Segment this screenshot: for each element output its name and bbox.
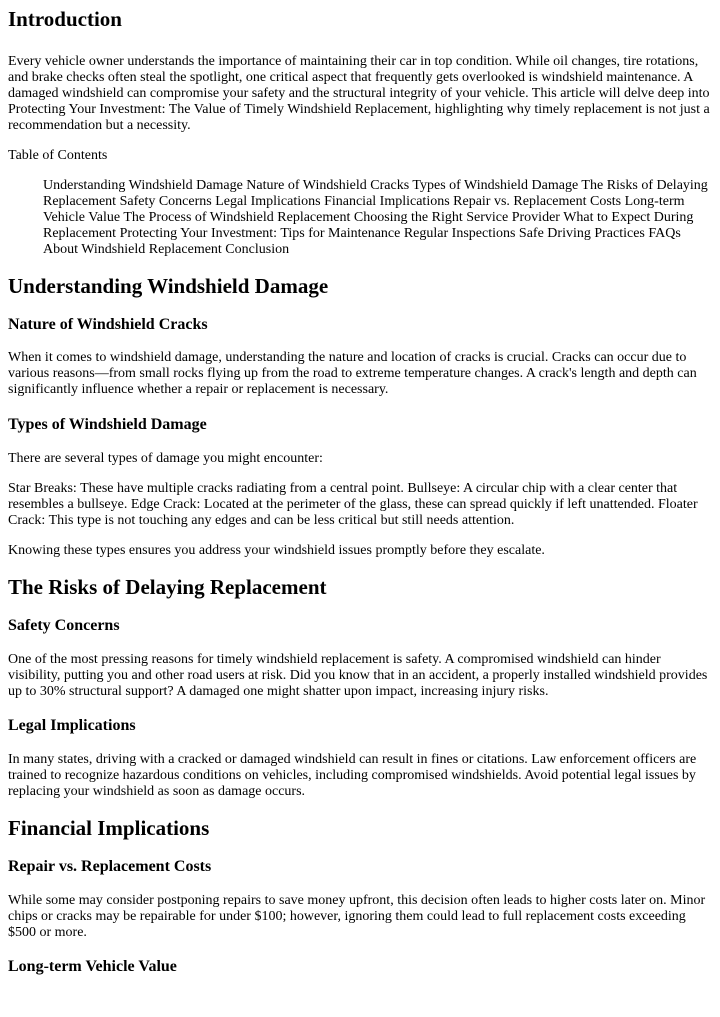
legal-paragraph: In many states, driving with a cracked or damaged windshield can result in fines or citations. Law enforcement officers are trained to recognize hazardous conditions on vehicles, including compromised windshields. Avoid potential legal issues by replacing your windshield as soon as damage occurs.: [8, 752, 697, 799]
heading-risks-of-delaying: The Risks of Delaying Replacement: [8, 575, 327, 599]
types-list: Star Breaks: These have multiple cracks radiating from a central point. Bullseye: A circular chip with a clear center that resembles a bullseye. Edge Crack: Located at the perimeter of the glass, these can spread quickly if left unattended. Floater Crack: This type is not touching any edges and can be less critical but still needs attention.: [8, 481, 698, 528]
heading-nature-of-cracks: Nature of Windshield Cracks: [8, 316, 208, 333]
heading-financial-implications: Financial Implications: [8, 816, 210, 840]
heading-legal-implications: Legal Implications: [8, 717, 136, 734]
heading-repair-vs-replacement: Repair vs. Replacement Costs: [8, 858, 212, 875]
heading-types-of-damage: Types of Windshield Damage: [8, 416, 207, 433]
toc-label: Table of Contents: [8, 148, 108, 163]
intro-paragraph: Every vehicle owner understands the importance of maintaining their car in top condition. While oil changes, tire rotations, and brake checks often steal the spotlight, one critical aspect that frequently gets overlooked is windshield maintenance. A damaged windshield can compromise your safety and the structural integrity of your vehicle. This article will delve deep into Protecting Your Investment: The Value of Timely Windshield Replacement, highlighting why timely replacement is not just a recommendation but a necessity.: [8, 54, 710, 133]
table-of-contents: Understanding Windshield Damage Nature of Windshield Cracks Types of Windshield Damage The Risks of Delaying Replacement Safety Concerns Legal Implications Financial Implications Repair vs. Replacement Costs Long-term Vehicle Value The Process of Windshield Replacement Choosing the Right Service Provider What to Expect During Replacement Protecting Your Investment: Tips for Maintenance Regular Inspections Safe Driving Practices FAQs About Windshield Replacement Conclusion: [43, 178, 708, 257]
types-intro: There are several types of damage you might encounter:: [8, 451, 323, 466]
types-outro: Knowing these types ensures you address your windshield issues promptly before they escalate.: [8, 543, 545, 558]
repair-paragraph: While some may consider postponing repairs to save money upfront, this decision often leads to higher costs later on. Minor chips or cracks may be repairable for under $100; however, ignoring them could lead to full replacement costs exceeding $500 or more.: [8, 893, 706, 940]
safety-paragraph: One of the most pressing reasons for timely windshield replacement is safety. A compromised windshield can hinder visibility, putting you and other road users at risk. Did you know that in an accident, a properly installed windshield provides up to 30% structural support? A damaged one might shatter upon impact, increasing injury risks.: [8, 652, 708, 699]
heading-safety-concerns: Safety Concerns: [8, 617, 120, 634]
heading-long-term-value: Long-term Vehicle Value: [8, 958, 177, 975]
heading-understanding-windshield-damage: Understanding Windshield Damage: [8, 274, 329, 298]
heading-introduction: Introduction: [8, 7, 122, 31]
nature-paragraph: When it comes to windshield damage, understanding the nature and location of cracks is crucial. Cracks can occur due to various reasons—from small rocks flying up from the road to extreme temperature changes. A crack's length and depth can significantly influence whether a repair or replacement is necessary.: [8, 350, 697, 397]
